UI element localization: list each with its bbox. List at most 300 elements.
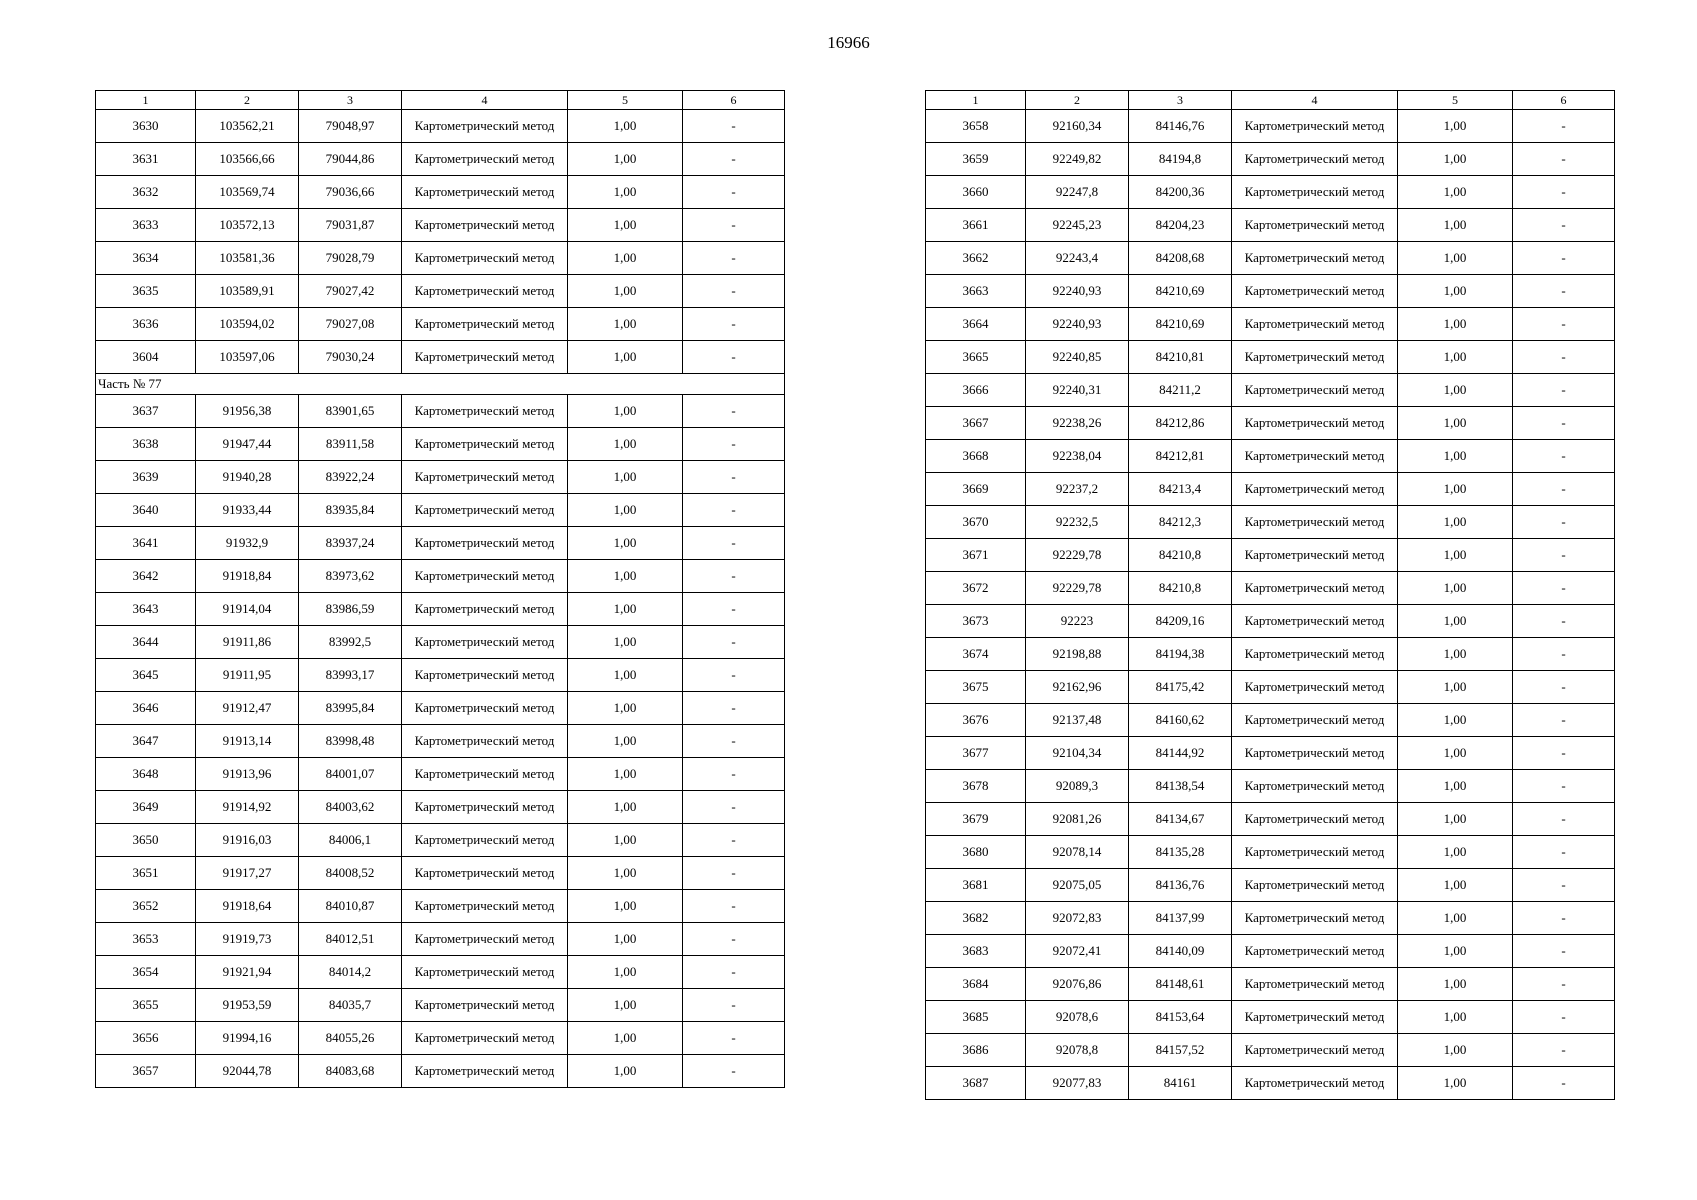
table-cell: 3666 bbox=[926, 374, 1026, 407]
table-cell: 3651 bbox=[96, 857, 196, 890]
table-cell: Картометрический метод bbox=[1232, 473, 1398, 506]
table-cell: - bbox=[683, 890, 785, 923]
table-cell: 3669 bbox=[926, 473, 1026, 506]
table-cell: - bbox=[683, 275, 785, 308]
table-cell: 3639 bbox=[96, 461, 196, 494]
table-cell: - bbox=[683, 176, 785, 209]
table-cell: - bbox=[683, 308, 785, 341]
table-cell: 92240,85 bbox=[1026, 341, 1129, 374]
table-row bbox=[926, 968, 1615, 1001]
table-cell: 84137,99 bbox=[1129, 902, 1232, 935]
table-cell: 1,00 bbox=[568, 758, 683, 791]
table-row bbox=[926, 374, 1615, 407]
table-cell: 1,00 bbox=[1398, 374, 1513, 407]
table-row bbox=[926, 638, 1615, 671]
table-cell: 1,00 bbox=[1398, 440, 1513, 473]
table-cell: 83992,5 bbox=[299, 626, 402, 659]
table-cell: 84035,7 bbox=[299, 989, 402, 1022]
table-row bbox=[926, 1001, 1615, 1034]
table-cell: 1,00 bbox=[568, 308, 683, 341]
table-row bbox=[926, 506, 1615, 539]
table-cell: 3652 bbox=[96, 890, 196, 923]
table-cell: Картометрический метод bbox=[402, 275, 568, 308]
table-row bbox=[926, 869, 1615, 902]
table-cell: 3653 bbox=[96, 923, 196, 956]
table-cell: 84210,69 bbox=[1129, 308, 1232, 341]
table-cell: 3662 bbox=[926, 242, 1026, 275]
table-cell: Картометрический метод bbox=[1232, 671, 1398, 704]
table-cell: - bbox=[683, 791, 785, 824]
table-cell: 103572,13 bbox=[196, 209, 299, 242]
table-cell: 1,00 bbox=[568, 176, 683, 209]
table-cell: Картометрический метод bbox=[402, 890, 568, 923]
table-cell: 1,00 bbox=[568, 857, 683, 890]
table-cell: Картометрический метод bbox=[1232, 209, 1398, 242]
table-cell: - bbox=[1513, 440, 1615, 473]
table-row bbox=[96, 209, 785, 242]
table-cell: 1,00 bbox=[568, 428, 683, 461]
table-cell: 1,00 bbox=[568, 560, 683, 593]
table-cell: 79028,79 bbox=[299, 242, 402, 275]
table-cell: 91940,28 bbox=[196, 461, 299, 494]
table-cell: 3636 bbox=[96, 308, 196, 341]
table-cell: Картометрический метод bbox=[1232, 242, 1398, 275]
table-cell: 92229,78 bbox=[1026, 539, 1129, 572]
table-cell: 91916,03 bbox=[196, 824, 299, 857]
table-cell: - bbox=[1513, 374, 1615, 407]
table-cell: Картометрический метод bbox=[1232, 869, 1398, 902]
table-cell: 3634 bbox=[96, 242, 196, 275]
table-cell: - bbox=[683, 209, 785, 242]
table-cell: 3641 bbox=[96, 527, 196, 560]
table-cell: 84175,42 bbox=[1129, 671, 1232, 704]
table-cell: 3630 bbox=[96, 110, 196, 143]
table-cell: 3648 bbox=[96, 758, 196, 791]
table-cell: 3632 bbox=[96, 176, 196, 209]
table-row bbox=[96, 461, 785, 494]
table-cell: 91913,96 bbox=[196, 758, 299, 791]
table-cell: 83993,17 bbox=[299, 659, 402, 692]
table-cell: - bbox=[683, 1055, 785, 1088]
table-cell: 1,00 bbox=[1398, 209, 1513, 242]
table-cell: 1,00 bbox=[1398, 242, 1513, 275]
table-cell: - bbox=[1513, 473, 1615, 506]
table-row bbox=[96, 626, 785, 659]
table-row bbox=[96, 1022, 785, 1055]
table-cell: 91918,84 bbox=[196, 560, 299, 593]
table-cell: 84001,07 bbox=[299, 758, 402, 791]
table-row bbox=[926, 770, 1615, 803]
table-cell: 83986,59 bbox=[299, 593, 402, 626]
table-cell: 92077,83 bbox=[1026, 1067, 1129, 1100]
table-cell: 3657 bbox=[96, 1055, 196, 1088]
column-header: 3 bbox=[299, 91, 402, 110]
page-number: 16966 bbox=[827, 33, 870, 52]
table-cell: 103569,74 bbox=[196, 176, 299, 209]
table-cell: 84210,8 bbox=[1129, 539, 1232, 572]
table-cell: 1,00 bbox=[568, 275, 683, 308]
table-cell: 92104,34 bbox=[1026, 737, 1129, 770]
table-cell: 84212,81 bbox=[1129, 440, 1232, 473]
table-cell: - bbox=[683, 626, 785, 659]
table-cell: - bbox=[1513, 308, 1615, 341]
table-cell: Картометрический метод bbox=[402, 1022, 568, 1055]
table-cell: 84006,1 bbox=[299, 824, 402, 857]
table-cell: - bbox=[683, 461, 785, 494]
table-cell: - bbox=[1513, 968, 1615, 1001]
table-cell: 84212,86 bbox=[1129, 407, 1232, 440]
table-cell: 84140,09 bbox=[1129, 935, 1232, 968]
table-cell: 92229,78 bbox=[1026, 572, 1129, 605]
table-cell: 3684 bbox=[926, 968, 1026, 1001]
table-cell: Картометрический метод bbox=[1232, 638, 1398, 671]
table-cell: 91911,95 bbox=[196, 659, 299, 692]
table-cell: - bbox=[1513, 539, 1615, 572]
table-cell: 3674 bbox=[926, 638, 1026, 671]
table-cell: 92078,14 bbox=[1026, 836, 1129, 869]
table-cell: 1,00 bbox=[568, 791, 683, 824]
column-header: 2 bbox=[1026, 91, 1129, 110]
table-row bbox=[96, 428, 785, 461]
table-row bbox=[96, 341, 785, 374]
table-cell: Картометрический метод bbox=[1232, 572, 1398, 605]
table-cell: 92072,41 bbox=[1026, 935, 1129, 968]
table-cell: - bbox=[1513, 869, 1615, 902]
table-cell: 84146,76 bbox=[1129, 110, 1232, 143]
table-row bbox=[96, 857, 785, 890]
table-row bbox=[96, 956, 785, 989]
table-cell: 3659 bbox=[926, 143, 1026, 176]
table-row bbox=[96, 692, 785, 725]
table-cell: 84204,23 bbox=[1129, 209, 1232, 242]
table-cell: 92081,26 bbox=[1026, 803, 1129, 836]
table-row bbox=[926, 902, 1615, 935]
table-cell: 1,00 bbox=[1398, 605, 1513, 638]
table-cell: 1,00 bbox=[1398, 143, 1513, 176]
table-cell: 1,00 bbox=[1398, 539, 1513, 572]
table-cell: Картометрический метод bbox=[402, 725, 568, 758]
table-cell: Картометрический метод bbox=[402, 758, 568, 791]
table-cell: 3633 bbox=[96, 209, 196, 242]
table-cell: 1,00 bbox=[1398, 275, 1513, 308]
table-cell: 3673 bbox=[926, 605, 1026, 638]
table-cell: 3643 bbox=[96, 593, 196, 626]
table-cell: 1,00 bbox=[1398, 572, 1513, 605]
table-cell: 91994,16 bbox=[196, 1022, 299, 1055]
table-cell: Картометрический метод bbox=[1232, 770, 1398, 803]
table-cell: 3685 bbox=[926, 1001, 1026, 1034]
table-cell: Картометрический метод bbox=[402, 494, 568, 527]
table-row bbox=[926, 341, 1615, 374]
table-row bbox=[96, 1055, 785, 1088]
table-cell: Картометрический метод bbox=[1232, 539, 1398, 572]
table-cell: Картометрический метод bbox=[1232, 1034, 1398, 1067]
table-cell: 92044,78 bbox=[196, 1055, 299, 1088]
table-cell: 1,00 bbox=[568, 659, 683, 692]
table-cell: - bbox=[1513, 1067, 1615, 1100]
table-cell: 1,00 bbox=[568, 989, 683, 1022]
table-cell: 92076,86 bbox=[1026, 968, 1129, 1001]
table-cell: 92238,04 bbox=[1026, 440, 1129, 473]
table-cell: Картометрический метод bbox=[402, 110, 568, 143]
table-row bbox=[96, 989, 785, 1022]
table-cell: Картометрический метод bbox=[402, 308, 568, 341]
table-cell: - bbox=[1513, 902, 1615, 935]
table-cell: 92245,23 bbox=[1026, 209, 1129, 242]
table-row bbox=[96, 659, 785, 692]
table-cell: Картометрический метод bbox=[402, 341, 568, 374]
table-cell: 84160,62 bbox=[1129, 704, 1232, 737]
table-cell: 1,00 bbox=[1398, 869, 1513, 902]
table-cell: 92240,93 bbox=[1026, 308, 1129, 341]
table-cell: Картометрический метод bbox=[402, 989, 568, 1022]
table-row bbox=[96, 725, 785, 758]
table-cell: 3678 bbox=[926, 770, 1026, 803]
table-cell: 1,00 bbox=[1398, 737, 1513, 770]
table-cell: - bbox=[1513, 605, 1615, 638]
table-cell: 91914,04 bbox=[196, 593, 299, 626]
table-cell: 84134,67 bbox=[1129, 803, 1232, 836]
table-cell: 1,00 bbox=[1398, 935, 1513, 968]
table-cell: 83973,62 bbox=[299, 560, 402, 593]
table-cell: 3646 bbox=[96, 692, 196, 725]
table-cell: - bbox=[1513, 572, 1615, 605]
table-cell: 103597,06 bbox=[196, 341, 299, 374]
table-cell: - bbox=[683, 341, 785, 374]
table-cell: Картометрический метод bbox=[1232, 374, 1398, 407]
table-row bbox=[926, 572, 1615, 605]
table-cell: 84211,2 bbox=[1129, 374, 1232, 407]
table-cell: 3687 bbox=[926, 1067, 1026, 1100]
table-cell: 92223 bbox=[1026, 605, 1129, 638]
table-cell: - bbox=[683, 824, 785, 857]
table-cell: - bbox=[683, 659, 785, 692]
table-cell: 92078,8 bbox=[1026, 1034, 1129, 1067]
table-cell: 103581,36 bbox=[196, 242, 299, 275]
table-row bbox=[926, 935, 1615, 968]
table-header-row bbox=[926, 91, 1615, 110]
table-cell: 92137,48 bbox=[1026, 704, 1129, 737]
table-cell: 84209,16 bbox=[1129, 605, 1232, 638]
table-cell: Картометрический метод bbox=[1232, 737, 1398, 770]
table-row bbox=[926, 440, 1615, 473]
table-cell: 3663 bbox=[926, 275, 1026, 308]
coordinates-table-right bbox=[925, 90, 1615, 1100]
table-cell: 3670 bbox=[926, 506, 1026, 539]
table-cell: 3644 bbox=[96, 626, 196, 659]
table-cell: - bbox=[683, 395, 785, 428]
table-cell: 1,00 bbox=[568, 341, 683, 374]
table-cell: - bbox=[1513, 506, 1615, 539]
table-cell: 3664 bbox=[926, 308, 1026, 341]
table-cell: Картометрический метод bbox=[402, 242, 568, 275]
table-cell: 1,00 bbox=[1398, 968, 1513, 1001]
table-cell: Картометрический метод bbox=[1232, 803, 1398, 836]
coordinates-table-left bbox=[95, 90, 785, 1088]
column-header: 5 bbox=[1398, 91, 1513, 110]
table-cell: 3667 bbox=[926, 407, 1026, 440]
part-heading: Часть № 77 bbox=[96, 374, 785, 395]
table-cell: Картометрический метод bbox=[1232, 968, 1398, 1001]
table-cell: 91913,14 bbox=[196, 725, 299, 758]
table-cell: - bbox=[683, 110, 785, 143]
table-cell: - bbox=[683, 428, 785, 461]
table-row bbox=[96, 560, 785, 593]
table-cell: 3635 bbox=[96, 275, 196, 308]
table-cell: 92240,31 bbox=[1026, 374, 1129, 407]
table-cell: 3638 bbox=[96, 428, 196, 461]
table-row bbox=[96, 890, 785, 923]
table-cell: 84010,87 bbox=[299, 890, 402, 923]
table-cell: Картометрический метод bbox=[402, 527, 568, 560]
table-row bbox=[926, 407, 1615, 440]
table-cell: 1,00 bbox=[568, 242, 683, 275]
table-cell: 3682 bbox=[926, 902, 1026, 935]
table-cell: - bbox=[1513, 143, 1615, 176]
table-cell: 3604 bbox=[96, 341, 196, 374]
table-row bbox=[96, 242, 785, 275]
table-cell: 3660 bbox=[926, 176, 1026, 209]
table-cell: 91932,9 bbox=[196, 527, 299, 560]
table-cell: 79036,66 bbox=[299, 176, 402, 209]
table-cell: - bbox=[683, 527, 785, 560]
table-row bbox=[926, 671, 1615, 704]
table-cell: Картометрический метод bbox=[1232, 605, 1398, 638]
table-cell: 1,00 bbox=[568, 209, 683, 242]
table-row bbox=[926, 1067, 1615, 1100]
table-cell: 83995,84 bbox=[299, 692, 402, 725]
table-row bbox=[926, 242, 1615, 275]
table-cell: 1,00 bbox=[1398, 341, 1513, 374]
table-cell: 92075,05 bbox=[1026, 869, 1129, 902]
table-cell: - bbox=[1513, 1001, 1615, 1034]
table-cell: 1,00 bbox=[1398, 836, 1513, 869]
table-cell: 92078,6 bbox=[1026, 1001, 1129, 1034]
table-row bbox=[926, 539, 1615, 572]
table-cell: 3677 bbox=[926, 737, 1026, 770]
table-cell: 1,00 bbox=[1398, 704, 1513, 737]
table-cell: 84213,4 bbox=[1129, 473, 1232, 506]
table-cell: 83935,84 bbox=[299, 494, 402, 527]
table-row bbox=[96, 791, 785, 824]
table-cell: - bbox=[1513, 341, 1615, 374]
table-cell: 3637 bbox=[96, 395, 196, 428]
table-cell: Картометрический метод bbox=[402, 956, 568, 989]
table-cell: 1,00 bbox=[1398, 176, 1513, 209]
table-cell: 83911,58 bbox=[299, 428, 402, 461]
table-cell: - bbox=[683, 923, 785, 956]
table-row bbox=[96, 143, 785, 176]
table-cell: 83901,65 bbox=[299, 395, 402, 428]
table-cell: - bbox=[683, 758, 785, 791]
table-cell: Картометрический метод bbox=[402, 923, 568, 956]
table-cell: 3645 bbox=[96, 659, 196, 692]
table-cell: 91953,59 bbox=[196, 989, 299, 1022]
table-cell: Картометрический метод bbox=[402, 626, 568, 659]
table-cell: 3658 bbox=[926, 110, 1026, 143]
table-row bbox=[926, 737, 1615, 770]
table-cell: Картометрический метод bbox=[1232, 275, 1398, 308]
table-cell: 84200,36 bbox=[1129, 176, 1232, 209]
table-cell: Картометрический метод bbox=[402, 395, 568, 428]
table-cell: 91918,64 bbox=[196, 890, 299, 923]
table-cell: 3683 bbox=[926, 935, 1026, 968]
table-row bbox=[926, 704, 1615, 737]
table-row bbox=[926, 143, 1615, 176]
table-cell: - bbox=[1513, 803, 1615, 836]
table-cell: 1,00 bbox=[1398, 473, 1513, 506]
table-cell: 84135,28 bbox=[1129, 836, 1232, 869]
table-cell: Картометрический метод bbox=[402, 692, 568, 725]
table-cell: Картометрический метод bbox=[1232, 143, 1398, 176]
table-cell: 1,00 bbox=[568, 692, 683, 725]
table-cell: - bbox=[1513, 242, 1615, 275]
table-cell: 84014,2 bbox=[299, 956, 402, 989]
table-cell: 1,00 bbox=[568, 1055, 683, 1088]
table-cell: 103562,21 bbox=[196, 110, 299, 143]
table-cell: 84083,68 bbox=[299, 1055, 402, 1088]
table-row bbox=[96, 593, 785, 626]
table-cell: 1,00 bbox=[1398, 1067, 1513, 1100]
table-cell: Картометрический метод bbox=[1232, 110, 1398, 143]
table-cell: 83937,24 bbox=[299, 527, 402, 560]
table-cell: 92240,93 bbox=[1026, 275, 1129, 308]
table-cell: 84055,26 bbox=[299, 1022, 402, 1055]
table-cell: 79027,42 bbox=[299, 275, 402, 308]
table-cell: Картометрический метод bbox=[1232, 440, 1398, 473]
table-cell: 103566,66 bbox=[196, 143, 299, 176]
column-header: 6 bbox=[683, 91, 785, 110]
table-cell: 92160,34 bbox=[1026, 110, 1129, 143]
table-cell: 1,00 bbox=[568, 395, 683, 428]
table-cell: 1,00 bbox=[1398, 638, 1513, 671]
table-cell: 103594,02 bbox=[196, 308, 299, 341]
table-cell: 3686 bbox=[926, 1034, 1026, 1067]
table-cell: Картометрический метод bbox=[402, 428, 568, 461]
table-cell: 3668 bbox=[926, 440, 1026, 473]
table-cell: 3656 bbox=[96, 1022, 196, 1055]
table-row bbox=[96, 527, 785, 560]
table-cell: 1,00 bbox=[568, 626, 683, 659]
table-cell: 91914,92 bbox=[196, 791, 299, 824]
table-cell: 91921,94 bbox=[196, 956, 299, 989]
table-cell: 1,00 bbox=[568, 824, 683, 857]
table-cell: 92247,8 bbox=[1026, 176, 1129, 209]
table-cell: - bbox=[683, 494, 785, 527]
table-cell: Картометрический метод bbox=[402, 143, 568, 176]
table-cell: Картометрический метод bbox=[402, 857, 568, 890]
table-cell: 84210,8 bbox=[1129, 572, 1232, 605]
table-cell: - bbox=[1513, 638, 1615, 671]
table-cell: 1,00 bbox=[568, 143, 683, 176]
table-cell: - bbox=[1513, 671, 1615, 704]
table-cell: 79048,97 bbox=[299, 110, 402, 143]
table-cell: - bbox=[1513, 737, 1615, 770]
table-cell: 84210,69 bbox=[1129, 275, 1232, 308]
table-cell: - bbox=[683, 242, 785, 275]
table-cell: 84153,64 bbox=[1129, 1001, 1232, 1034]
table-row bbox=[926, 473, 1615, 506]
table-cell: Картометрический метод bbox=[402, 560, 568, 593]
table-cell: 1,00 bbox=[1398, 110, 1513, 143]
table-cell: Картометрический метод bbox=[1232, 902, 1398, 935]
table-cell: 79044,86 bbox=[299, 143, 402, 176]
column-header: 1 bbox=[926, 91, 1026, 110]
table-cell: Картометрический метод bbox=[1232, 1001, 1398, 1034]
table-cell: 1,00 bbox=[1398, 671, 1513, 704]
table-row bbox=[96, 176, 785, 209]
table-cell: 92238,26 bbox=[1026, 407, 1129, 440]
